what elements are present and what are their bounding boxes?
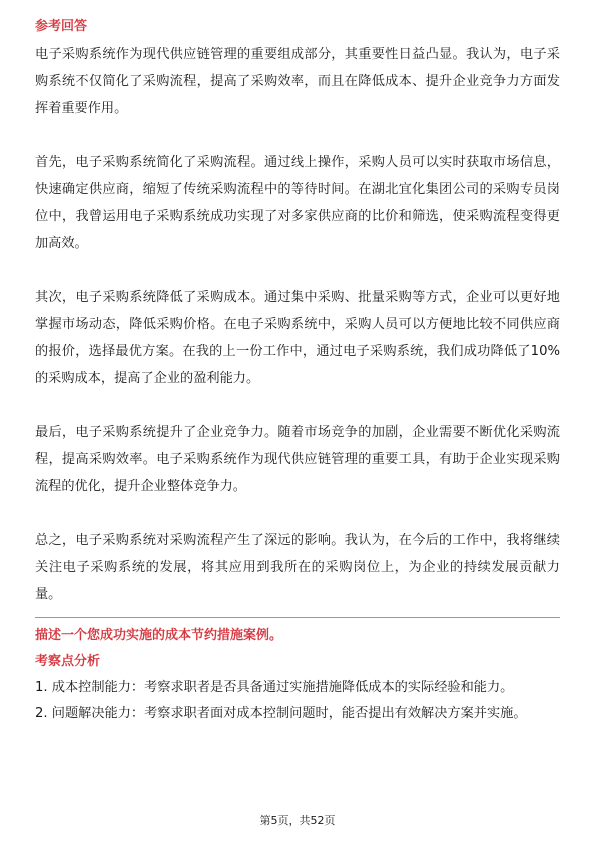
question-title: 描述一个您成功实施的成本节约措施案例。 xyxy=(35,628,283,643)
page-indicator: 第5页，共52页 xyxy=(259,814,336,827)
analysis-point-1: 1. 成本控制能力：考察求职者是否具备通过实施措施降低成本的实际经验和能力。 xyxy=(35,680,514,695)
answer-paragraph-2: 首先，电子采购系统简化了采购流程。通过线上操作，采购人员可以实时获取市场信息，快速确定供应商，缩短了传统采购流程中的等待时间。在湖北宜化集团公司的采购专员岗位中，我曾运用电子采购系统成功实现了对多家供应商的比价和筛选，使采购流程变得更加高效。 xyxy=(35,155,560,251)
answer-paragraph-5: 总之，电子采购系统对采购流程产生了深远的影响。我认为，在今后的工作中，我将继续关注电子采购系统的发展，将其应用到我所在的采购岗位上，为企业的持续发展贡献力量。 xyxy=(35,533,560,602)
analysis-point-2: 2. 问题解决能力：考察求职者面对成本控制问题时，能否提出有效解决方案并实施。 xyxy=(35,706,527,721)
analysis-heading: 考察点分析 xyxy=(35,654,101,669)
answer-paragraph-4: 最后，电子采购系统提升了企业竞争力。随着市场竞争的加剧，企业需要不断优化采购流程，提高采购效率。电子采购系统作为现代供应链管理的重要工具，有助于企业实现采购流程的优化，提升企业整体竞争力。 xyxy=(35,425,560,494)
section-divider xyxy=(35,617,560,618)
document-page xyxy=(35,16,560,727)
answer-paragraph-1: 电子采购系统作为现代供应链管理的重要组成部分，其重要性日益凸显。我认为，电子采购系统不仅简化了采购流程，提高了采购效率，而且在降低成本、提升企业竞争力方面发挥着重要作用。 xyxy=(35,47,560,116)
answer-paragraph-3: 其次，电子采购系统降低了采购成本。通过集中采购、批量采购等方式，企业可以更好地掌握市场动态，降低采购价格。在电子采购系统中，采购人员可以方便地比较不同供应商的报价，选择最优方案。在我的上一份工作中，通过电子采购系统，我们成功降低了10%的采购成本，提高了企业的盈利能力。 xyxy=(35,290,560,386)
reference-answer-heading: 参考回答 xyxy=(35,19,88,34)
